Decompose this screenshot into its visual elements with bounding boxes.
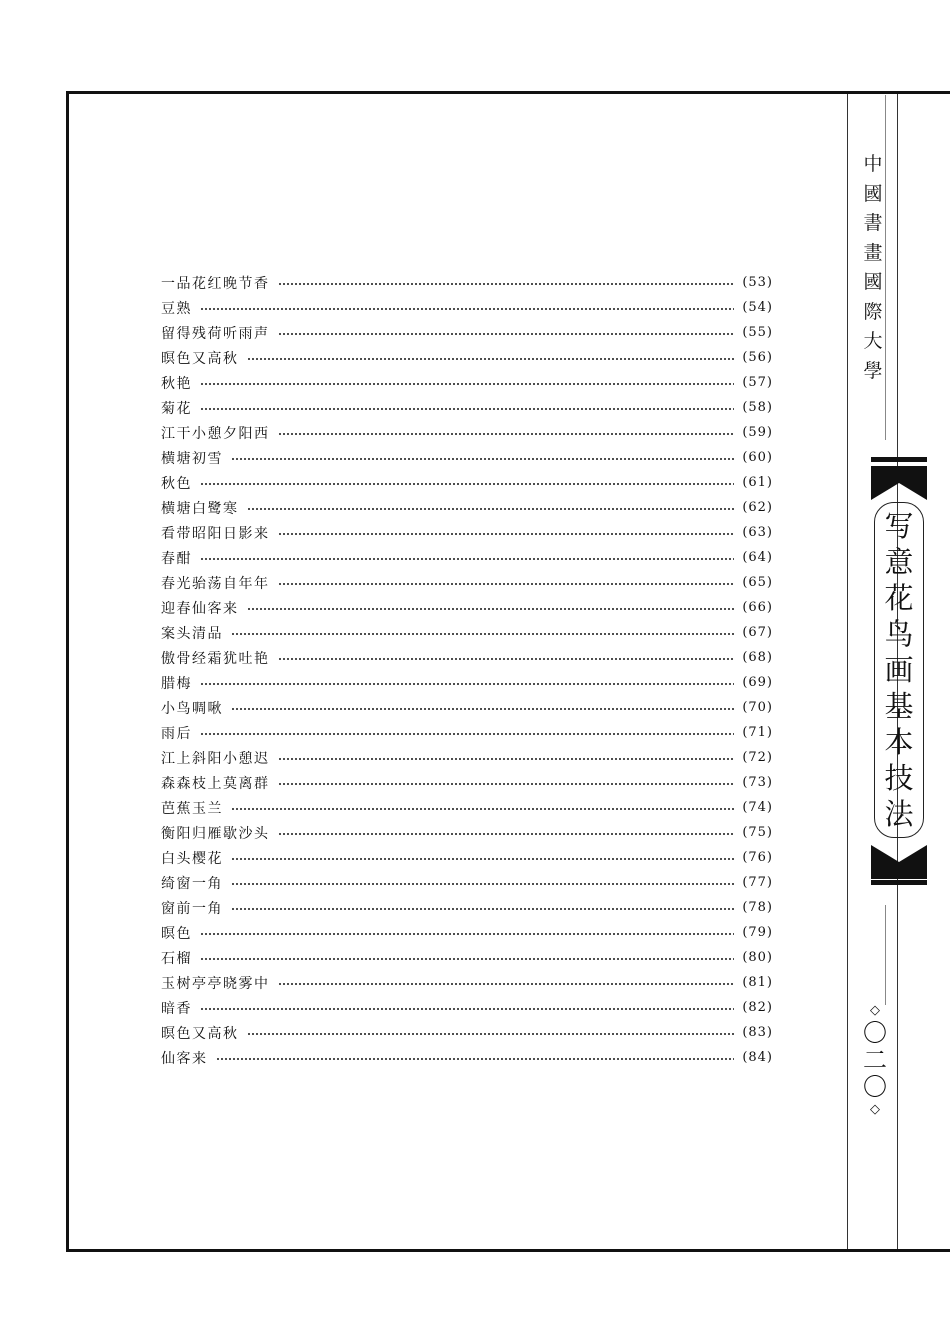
toc-entry-title: 森森枝上莫离群 — [161, 775, 270, 792]
toc-entry-title: 春酣 — [161, 550, 192, 567]
toc-dot-leader — [200, 958, 734, 960]
toc-entry-title: 仙客来 — [161, 1050, 208, 1067]
toc-entry-page: (62) — [742, 500, 773, 515]
school-char: 際 — [863, 300, 883, 323]
toc-dot-leader — [231, 858, 734, 860]
toc-entry — [161, 445, 773, 470]
toc-entry — [161, 695, 773, 720]
toc-entry-page: (56) — [742, 350, 773, 365]
toc-entry-title: 衡阳归雁歇沙头 — [161, 825, 270, 842]
toc-entry-page: (76) — [742, 850, 773, 865]
diamond-ornament-icon: ◇ — [870, 1102, 880, 1117]
toc-entry — [161, 620, 773, 645]
diamond-ornament-icon: ◇ — [870, 1003, 880, 1018]
toc-dot-leader — [247, 358, 735, 360]
toc-dot-leader — [278, 283, 735, 285]
toc-dot-leader — [278, 758, 735, 760]
banner-ornament-bottom — [871, 845, 927, 879]
toc-entry-title: 白头樱花 — [161, 850, 223, 867]
toc-entry — [161, 970, 773, 995]
toc-entry-title: 留得残荷听雨声 — [161, 325, 270, 342]
toc-entry — [161, 795, 773, 820]
toc-entry-page: (65) — [742, 575, 773, 590]
toc-dot-leader — [231, 633, 734, 635]
page-digit: 〇 — [863, 1019, 887, 1047]
toc-dot-leader — [231, 883, 734, 885]
toc-entry — [161, 745, 773, 770]
toc-dot-leader — [278, 833, 735, 835]
toc-entry — [161, 720, 773, 745]
school-char: 國 — [863, 271, 883, 293]
toc-entry — [161, 670, 773, 695]
toc-dot-leader — [200, 733, 734, 735]
toc-dot-leader — [247, 508, 735, 510]
toc-entry-page: (57) — [742, 375, 773, 390]
toc-entry-page: (82) — [742, 1000, 773, 1015]
page-digit: 二 — [863, 1046, 887, 1074]
toc-entry-page: (67) — [742, 625, 773, 640]
toc-dot-leader — [231, 458, 734, 460]
toc-dot-leader — [200, 383, 734, 385]
toc-entry-page: (78) — [742, 900, 773, 915]
toc-entry-page: (66) — [742, 600, 773, 615]
school-char: 學 — [863, 359, 883, 382]
toc-entry — [161, 1045, 773, 1070]
toc-dot-leader — [200, 408, 734, 410]
toc-dot-leader — [216, 1058, 735, 1060]
toc-entry-page: (75) — [742, 825, 773, 840]
toc-entry-title: 窗前一角 — [161, 900, 223, 917]
sidebar-thin-line-bottom — [885, 905, 886, 1005]
book-title-char: 写 — [884, 509, 914, 543]
book-title-char: 技 — [884, 761, 914, 795]
toc-entry — [161, 520, 773, 545]
toc-entry — [161, 1020, 773, 1045]
school-char: 大 — [863, 330, 883, 352]
book-title-char: 本 — [884, 725, 914, 759]
table-of-contents — [161, 270, 773, 1070]
book-title — [874, 502, 924, 838]
toc-entry-title: 豆熟 — [161, 300, 192, 317]
toc-entry — [161, 495, 773, 520]
sidebar-rule-inner — [847, 94, 848, 1249]
toc-entry — [161, 895, 773, 920]
toc-entry — [161, 420, 773, 445]
toc-entry-title: 小鸟啁啾 — [161, 700, 223, 717]
toc-entry-title: 暝色 — [161, 925, 192, 942]
toc-dot-leader — [278, 583, 735, 585]
toc-entry-page: (53) — [742, 275, 773, 290]
toc-entry-title: 玉树亭亭晓雾中 — [161, 975, 270, 992]
toc-dot-leader — [200, 1008, 734, 1010]
toc-entry — [161, 595, 773, 620]
toc-entry — [161, 320, 773, 345]
book-title-char: 花 — [884, 581, 914, 615]
toc-entry-title: 迎春仙客来 — [161, 600, 239, 617]
toc-entry-title: 案头清品 — [161, 625, 223, 642]
toc-entry-page: (59) — [742, 425, 773, 440]
toc-entry-title: 秋艳 — [161, 375, 192, 392]
toc-entry-title: 江上斜阳小憩迟 — [161, 750, 270, 767]
toc-entry — [161, 645, 773, 670]
toc-entry-page: (81) — [742, 975, 773, 990]
toc-entry-page: (79) — [742, 925, 773, 940]
toc-entry-title: 暗香 — [161, 1000, 192, 1017]
toc-entry-page: (58) — [742, 400, 773, 415]
toc-entry-page: (64) — [742, 550, 773, 565]
toc-entry-title: 暝色又高秋 — [161, 1025, 239, 1042]
toc-entry-title: 腊梅 — [161, 675, 192, 692]
toc-entry-title: 春光骀荡自年年 — [161, 575, 270, 592]
toc-entry-title: 芭蕉玉兰 — [161, 800, 223, 817]
toc-dot-leader — [278, 533, 735, 535]
school-char: 中 — [863, 153, 883, 175]
school-char: 畫 — [863, 241, 883, 264]
toc-entry — [161, 545, 773, 570]
toc-dot-leader — [278, 783, 735, 785]
toc-entry — [161, 945, 773, 970]
toc-entry — [161, 270, 773, 295]
frame-bottom-border — [66, 1249, 950, 1252]
toc-dot-leader — [200, 933, 734, 935]
toc-entry-page: (84) — [742, 1050, 773, 1065]
toc-dot-leader — [278, 433, 735, 435]
school-char: 書 — [863, 212, 883, 234]
toc-entry-page: (83) — [742, 1025, 773, 1040]
banner-bar-top — [871, 457, 927, 462]
toc-entry-page: (73) — [742, 775, 773, 790]
book-title-char: 画 — [884, 653, 914, 687]
banner-bar-bottom — [871, 880, 927, 885]
toc-dot-leader — [200, 558, 734, 560]
toc-entry-title: 傲骨经霜犹吐艳 — [161, 650, 270, 667]
toc-entry-title: 暝色又高秋 — [161, 350, 239, 367]
toc-entry-page: (54) — [742, 300, 773, 315]
toc-entry — [161, 845, 773, 870]
toc-entry — [161, 470, 773, 495]
toc-dot-leader — [200, 308, 734, 310]
toc-entry-page: (74) — [742, 800, 773, 815]
school-char: 國 — [863, 182, 883, 205]
toc-dot-leader — [278, 658, 735, 660]
toc-entry — [161, 770, 773, 795]
toc-entry-page: (63) — [742, 525, 773, 540]
toc-entry — [161, 570, 773, 595]
toc-entry-title: 雨后 — [161, 725, 192, 742]
banner-ornament-top — [871, 466, 927, 500]
toc-entry — [161, 995, 773, 1020]
toc-entry-title: 菊花 — [161, 400, 192, 417]
toc-dot-leader — [200, 683, 734, 685]
toc-entry-page: (60) — [742, 450, 773, 465]
toc-entry-title: 横塘初雪 — [161, 450, 223, 467]
toc-entry-page: (69) — [742, 675, 773, 690]
toc-dot-leader — [278, 983, 735, 985]
toc-entry-page: (71) — [742, 725, 773, 740]
toc-dot-leader — [231, 708, 734, 710]
book-title-char: 法 — [884, 797, 914, 831]
toc-entry-page: (80) — [742, 950, 773, 965]
toc-entry-page: (70) — [742, 700, 773, 715]
toc-entry-title: 秋色 — [161, 475, 192, 492]
book-title-char: 基 — [884, 689, 914, 723]
frame-left-border — [66, 91, 69, 1252]
toc-entry-title: 横塘白鹭寒 — [161, 500, 239, 517]
toc-entry-title: 绮窗一角 — [161, 875, 223, 892]
school-name — [858, 150, 888, 386]
page-number — [860, 1002, 890, 1119]
toc-entry-title: 石榴 — [161, 950, 192, 967]
sidebar-thin-line-top — [885, 95, 886, 440]
toc-entry-page: (55) — [742, 325, 773, 340]
toc-entry-page: (77) — [742, 875, 773, 890]
toc-entry-title: 看带昭阳日影来 — [161, 525, 270, 542]
toc-entry — [161, 295, 773, 320]
toc-entry — [161, 920, 773, 945]
toc-entry — [161, 370, 773, 395]
toc-entry — [161, 395, 773, 420]
page-digit: 〇 — [863, 1073, 887, 1101]
book-title-char: 鸟 — [884, 617, 914, 651]
toc-dot-leader — [200, 483, 734, 485]
toc-entry — [161, 345, 773, 370]
toc-entry — [161, 870, 773, 895]
toc-entry — [161, 820, 773, 845]
toc-dot-leader — [278, 333, 735, 335]
toc-entry-page: (68) — [742, 650, 773, 665]
toc-entry-title: 江干小憩夕阳西 — [161, 425, 270, 442]
toc-entry-page: (72) — [742, 750, 773, 765]
toc-entry-title: 一品花红晚节香 — [161, 275, 270, 292]
book-title-char: 意 — [884, 545, 914, 579]
frame-top-border — [66, 91, 950, 94]
toc-dot-leader — [247, 1033, 735, 1035]
toc-entry-page: (61) — [742, 475, 773, 490]
toc-dot-leader — [231, 908, 734, 910]
toc-dot-leader — [247, 608, 735, 610]
toc-dot-leader — [231, 808, 734, 810]
